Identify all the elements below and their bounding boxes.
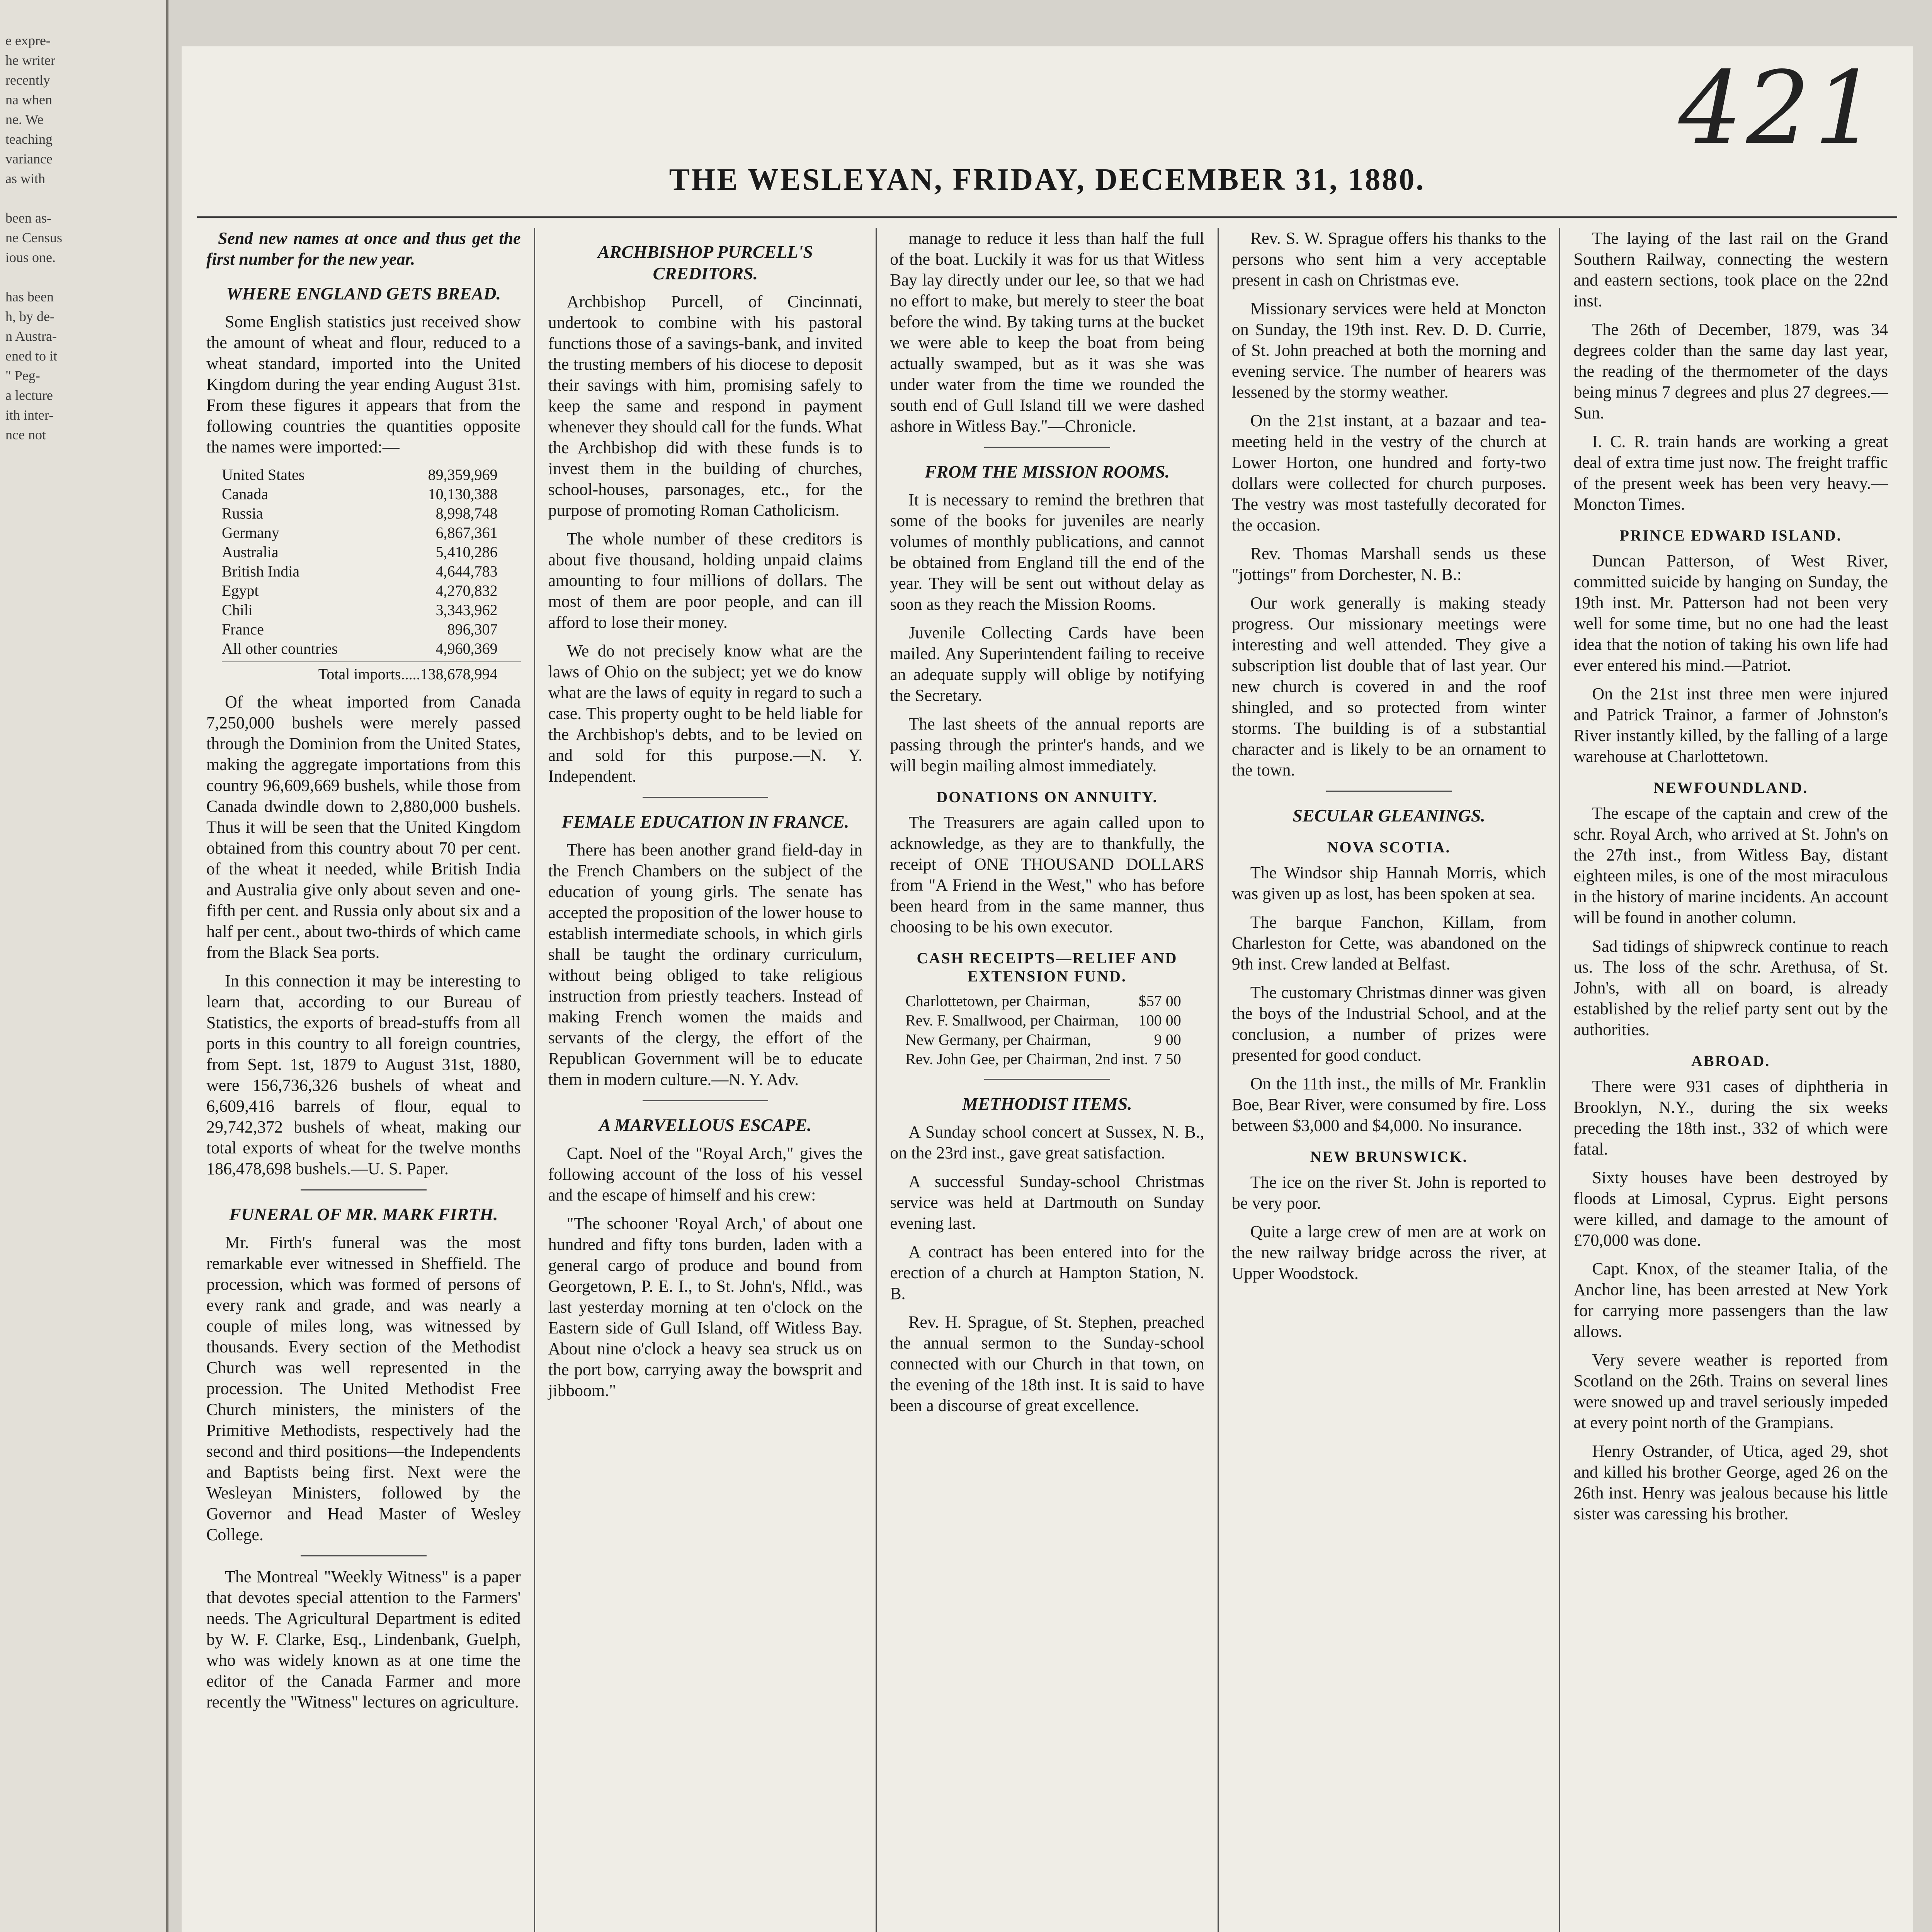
- bread-paragraph-2: Of the wheat imported from Canada 7,250,000 bushels were merely passed through the Dominion from the United States, making the aggregate importations from this country 96,609,669 bushels, while those from Canada dwindle down to 2,880,000 bushels. Thus it will be seen that the United Kingdom obtained from this country about 70 per cent. of the wheat it needed, while British India and Australia give only about seven and one-fifth per cent. and Russia only about six and a half per cent., about two-thirds of which came from the Black Sea ports.: [206, 692, 521, 962]
- page-folio-number: 421: [1678, 50, 1882, 167]
- masthead: THE WESLEYAN, FRIDAY, DECEMBER 31, 1880.: [669, 163, 1425, 197]
- nb-paragraph-1: The ice on the river St. John is reported to be very poor.: [1231, 1173, 1546, 1213]
- column-4: [1218, 228, 1560, 1932]
- imports-row: [222, 562, 521, 581]
- purcell-paragraph-2: The whole number of these creditors is about five thousand, holding unpaid claims amounting to four millions of dollars. The most of them are poor people, and can ill afford to lose their money.: [548, 529, 863, 632]
- columns: [193, 228, 1901, 1932]
- abroad-paragraph-5: Henry Ostrander, of Utica, aged 29, shot and killed his brother George, aged 26 on the 26th inst. Henry was jealous because his little sister was caressing his brother.: [1573, 1442, 1888, 1523]
- import-amount: 89,359,969: [428, 466, 498, 483]
- rail-paragraph: The laying of the last rail on the Grand Southern Railway, connecting the western and eastern sections, took place on the 22nd inst.: [1573, 229, 1888, 310]
- imports-row: [222, 465, 521, 485]
- import-amount: 5,410,286: [435, 543, 498, 561]
- import-country: Chili: [222, 601, 253, 619]
- nb-paragraph-2: Quite a large crew of men are at work on the new railway bridge across the river, at Upper Woodstock.: [1231, 1222, 1546, 1283]
- sprague-paragraph: Rev. S. W. Sprague offers his thanks to the persons who sent him a very acceptable present in cash on Christmas eve.: [1231, 229, 1546, 289]
- firth-heading: FUNERAL OF MR. MARK FIRTH.: [229, 1204, 498, 1224]
- items-paragraph-4: Rev. H. Sprague, of St. Stephen, preached the annual sermon to the Sunday-school connected with our Church in that town, on the evening of the 18th inst. It is said to have been a discourse of great excellence.: [890, 1313, 1204, 1415]
- abroad-paragraph-2: Sixty houses have been destroyed by floods at Limosal, Cyprus. Eight persons were killed, and damage to the amount of £70,000 was done.: [1573, 1168, 1888, 1250]
- mission-paragraph-1: It is necessary to remind the brethren that some of the books for juveniles are nearly volumes of monthly publications, and cannot be obtained from England till the end of the year. They will be sent out without delay as soon as they reach the Mission Rooms.: [890, 490, 1204, 614]
- abroad-heading: ABROAD.: [1691, 1052, 1770, 1070]
- abroad-paragraph-4: Very severe weather is reported from Scotland on the 26th. Trains on several lines were snowed up and travel seriously impeded at every point north of the Grampians.: [1573, 1350, 1888, 1432]
- article-separator: [301, 1555, 426, 1556]
- items-paragraph-1: A Sunday school concert at Sussex, N. B., on the 23rd inst., gave great satisfaction.: [890, 1122, 1204, 1162]
- receipt-label: Rev. John Gee, per Chairman, 2nd inst.: [905, 1050, 1148, 1068]
- import-amount: 4,644,783: [435, 563, 498, 580]
- receipt-row: [905, 1011, 1204, 1030]
- purcell-heading: ARCHBISHOP PURCELL'S CREDITORS.: [597, 242, 813, 283]
- new-names-note: Send new names at once and thus get the first number for the new year.: [206, 229, 521, 269]
- marshall-paragraph: Rev. Thomas Marshall sends us these "jottings" from Dorchester, N. B.:: [1231, 544, 1546, 584]
- witness-paragraph: The Montreal "Weekly Witness" is a paper that devotes special attention to the Farmers' needs. The Agricultural Department is edited by W. F. Clarke, Esq., Lindenbank, Guelph, who was widely known as at one time the editor of the Canada Farmer and more recently the "Witness" lectures on agriculture.: [206, 1567, 521, 1711]
- article-separator: [643, 1100, 768, 1101]
- receipt-label: New Germany, per Chairman,: [905, 1031, 1091, 1048]
- mission-paragraph-3: The last sheets of the annual reports are passing through the printer's hands, and we will begin mailing almost immediately.: [890, 714, 1204, 775]
- masthead-rule: [197, 216, 1897, 218]
- receipt-amount: $57 00: [1138, 992, 1181, 1010]
- import-country: British India: [222, 563, 300, 580]
- escape-paragraph-3: manage to reduce it less than half the full of the boat. Luckily it was for us that Witless Bay lay directly under our lee, so that we had no effort to make, but merely to steer the boat before the wind. By taking turns at the bucket we were able to keep the boat from being actually swamped, but as it was she was under water from the time we rounded the south end of Gull Island till we were dashed ashore in Witless Bay."—Chronicle.: [890, 229, 1204, 435]
- import-country: France: [222, 621, 264, 638]
- imports-table: [222, 465, 521, 684]
- imports-row: [222, 600, 521, 620]
- pei-paragraph-2: On the 21st inst three men were injured and Patrick Trainor, a farmer of Johnston's River instantly killed, by the falling of a large warehouse at Charlottetown.: [1573, 684, 1888, 766]
- escape-paragraph-1: Capt. Noel of the "Royal Arch," gives the following account of the loss of his vessel and the escape of himself and his crew:: [548, 1144, 863, 1204]
- methodist-items-heading: METHODIST ITEMS.: [962, 1094, 1132, 1114]
- receipt-row: [905, 1049, 1204, 1069]
- imports-row: [222, 485, 521, 504]
- article-separator: [301, 1189, 426, 1190]
- column-1: [193, 228, 534, 1932]
- bread-heading: WHERE ENGLAND GETS BREAD.: [226, 284, 501, 303]
- pei-heading: PRINCE EDWARD ISLAND.: [1619, 527, 1842, 544]
- spine-text: e expre- he writer recently na when ne. We teaching variance as with been as- ne Census ious one. has been h, by de- n Austra- ened to it " Peg- a lecture ith inter- nce not: [5, 33, 62, 442]
- imports-row: [222, 543, 521, 562]
- escape-heading: A MARVELLOUS ESCAPE.: [599, 1115, 812, 1135]
- newspaper-page: [182, 46, 1913, 1932]
- import-amount: 4,270,832: [435, 582, 498, 599]
- imports-row: [222, 639, 521, 658]
- newfoundland-heading: NEWFOUNDLAND.: [1653, 779, 1808, 796]
- female-education-paragraph: There has been another grand field-day in the French Chambers on the subject of the education of young girls. The senate has accepted the proposition of the lower house to establish intermediate schools, in which girls shall be taught the ordinary curriculum, without being obliged to take religious instruction from priestly teachers. Instead of making French women the maids and servants of the clergy, the effort of the Republican Government will be to educate them in modern culture.—N. Y. Adv.: [548, 840, 863, 1089]
- mission-rooms-heading: FROM THE MISSION ROOMS.: [925, 462, 1170, 481]
- secular-gleanings-heading: SECULAR GLEANINGS.: [1293, 806, 1485, 825]
- items-paragraph-3: A contract has been entered into for the erection of a church at Hampton Station, N. B.: [890, 1242, 1204, 1303]
- nf-paragraph-2: Sad tidings of shipwreck continue to reach us. The loss of the schr. Arethusa, of St. John's, with all on board, is already established by the relief party sent out by the authorities.: [1573, 937, 1888, 1039]
- import-amount: 896,307: [447, 621, 498, 638]
- column-2: [534, 228, 876, 1932]
- new-brunswick-heading: NEW BRUNSWICK.: [1310, 1148, 1468, 1165]
- import-amount: 4,960,369: [435, 640, 498, 657]
- column-5: [1559, 228, 1901, 1932]
- imports-total-text: Total imports.....138,678,994: [318, 665, 498, 683]
- ns-paragraph-1: The Windsor ship Hannah Morris, which was given up as lost, has been spoken at sea.: [1231, 863, 1546, 903]
- pei-paragraph-1: Duncan Patterson, of West River, committed suicide by hanging on Sunday, the 19th inst. Mr. Patterson had not been very well for some time, but no one had the least idea that the notion of taking his own life had ever entered his mind.—Patriot.: [1573, 551, 1888, 675]
- import-country: Australia: [222, 543, 279, 561]
- abroad-paragraph-3: Capt. Knox, of the steamer Italia, of the Anchor line, has been arrested at New York for carrying more passengers than the law allows.: [1573, 1259, 1888, 1341]
- article-separator: [984, 1079, 1110, 1080]
- import-amount: 3,343,962: [435, 601, 498, 619]
- article-separator: [1326, 791, 1452, 792]
- firth-paragraph-1: Mr. Firth's funeral was the most remarkable ever witnessed in Sheffield. The procession, which was formed of persons of every rank and grade, and was nearly a couple of miles long, was witnessed by thousands. Every section of the Methodist Church was well represented in the procession. The United Methodist Free Church ministers, the ministers of the Primitive Methodists, respectively had the second and third positions—the Independents and Baptists being first. Next were the Wesleyan Ministers, followed by the Governor and Head Master of Wesley College.: [206, 1233, 521, 1544]
- imports-row: [222, 523, 521, 543]
- ns-paragraph-3: The customary Christmas dinner was given the boys of the Industrial School, and at the conclusion, a number of prizes were presented for good conduct.: [1231, 983, 1546, 1065]
- receipt-row: [905, 1030, 1204, 1049]
- purcell-paragraph-3: We do not precisely know what are the laws of Ohio on the subject; yet we do know what are the laws of equity in regard to such a case. This property ought to be held liable for the Archbishop's debts, and to be levied on and sold for this purpose.—N. Y. Independent.: [548, 641, 863, 786]
- receipts-heading: CASH RECEIPTS—RELIEF AND EXTENSION FUND.: [917, 949, 1178, 985]
- receipts-table: [905, 992, 1204, 1069]
- icr-paragraph: I. C. R. train hands are working a great deal of extra time just now. The freight traffic of the present week has been very heavy.—Moncton Times.: [1573, 432, 1888, 514]
- receipt-label: Charlottetown, per Chairman,: [905, 992, 1090, 1010]
- annuity-paragraph: The Treasurers are again called upon to acknowledge, as they are to thankfully, the receipt of ONE THOUSAND DOLLARS from "A Friend in the West," who has before been heard from in the same manner, thus choosing to be his own executor.: [890, 813, 1204, 936]
- abroad-paragraph-1: There were 931 cases of diphtheria in Brooklyn, N.Y., during the six weeks preceding the 18th inst., 332 of which were fatal.: [1573, 1077, 1888, 1158]
- article-separator: [984, 447, 1110, 448]
- nova-scotia-heading: NOVA SCOTIA.: [1327, 838, 1451, 856]
- purcell-paragraph-1: Archbishop Purcell, of Cincinnati, undertook to combine with his pastoral functions those of a savings-bank, and invited the trusting members of his diocese to deposit their savings with him, promising safely to keep the same and respond in payment whenever they should call for the funds. What the Archbishop did with these funds is to invest them in the building of churches, school-houses, parsonages, etc., for the purpose of promoting Roman Catholicism.: [548, 292, 863, 520]
- jottings-paragraph: Our work generally is making steady progress. Our missionary meetings were interesting and well attended. They give a subscription list double that of last year. Our new church is covered in and the roof shingled, and so protected from winter storms. The building is of a substantial character and is likely to be an ornament to the town.: [1231, 594, 1546, 779]
- bread-paragraph-3: In this connection it may be interesting to learn that, according to our Bureau of Statistics, the exports of bread-stuffs from all ports in this country to all foreign countries, from Sept. 1st, 1879 to August 31st, 1880, were 156,736,326 bushels of wheat and 6,609,416 barrels of flour, equal to 29,742,372 bushels of wheat, making our total exports of wheat for the twelve months 186,478,698 bushels.—U. S. Paper.: [206, 971, 521, 1178]
- column-3: [876, 228, 1218, 1932]
- receipt-amount: 7 50: [1154, 1050, 1181, 1068]
- import-amount: 6,867,361: [435, 524, 498, 541]
- imports-row: [222, 581, 521, 600]
- bread-paragraph-1: Some English statistics just received show the amount of wheat and flour, reduced to a wheat standard, imported into the United Kingdom during the year ending August 31st. From these figures it appears that from the following countries the quantities opposite the names were imported:—: [206, 312, 521, 456]
- items-paragraph-2: A successful Sunday-school Christmas service was held at Dartmouth on Sunday evening last.: [890, 1172, 1204, 1233]
- annuity-heading: DONATIONS ON ANNUITY.: [936, 788, 1158, 806]
- imports-row: [222, 504, 521, 523]
- receipt-row: [905, 992, 1204, 1011]
- import-amount: 10,130,388: [428, 485, 498, 503]
- import-country: United States: [222, 466, 305, 483]
- imports-total: [222, 662, 521, 684]
- import-country: Russia: [222, 505, 263, 522]
- bazaar-paragraph: On the 21st instant, at a bazaar and tea-meeting held in the vestry of the church at Lower Horton, one hundred and forty-two dollars were collected for church purposes. The vestry was most tastefully decorated for the occasion.: [1231, 411, 1546, 534]
- receipt-amount: 9 00: [1154, 1031, 1181, 1048]
- female-education-heading: FEMALE EDUCATION IN FRANCE.: [561, 812, 849, 832]
- ns-paragraph-4: On the 11th inst., the mills of Mr. Franklin Boe, Bear River, were consumed by fire. Loss between $3,000 and $4,000. No insurance.: [1231, 1074, 1546, 1135]
- import-country: Canada: [222, 485, 268, 503]
- import-country: All other countries: [222, 640, 338, 657]
- receipt-amount: 100 00: [1138, 1012, 1181, 1029]
- adjacent-page-spine: [0, 0, 168, 1932]
- imports-row: [222, 620, 521, 639]
- import-country: Germany: [222, 524, 279, 541]
- weather-paragraph: The 26th of December, 1879, was 34 degrees colder than the same day last year, the reading of the thermometer of the days being minus 7 degrees and plus 27 degrees.—Sun.: [1573, 320, 1888, 422]
- mission-paragraph-2: Juvenile Collecting Cards have been mailed. Any Superintendent failing to receive an adequate supply will oblige by notifying the Secretary.: [890, 623, 1204, 705]
- nf-paragraph-1: The escape of the captain and crew of the schr. Royal Arch, who arrived at St. John's on the 27th inst., from Witless Bay, distant eighteen miles, is one of the most miraculous in the history of marine incidents. An account will be found in another column.: [1573, 804, 1888, 927]
- import-amount: 8,998,748: [435, 505, 498, 522]
- receipt-label: Rev. F. Smallwood, per Chairman,: [905, 1012, 1119, 1029]
- moncton-paragraph: Missionary services were held at Moncton on Sunday, the 19th inst. Rev. D. D. Currie, of St. John preached at both the morning and evening service. The number of hearers was lessened by the stormy weather.: [1231, 299, 1546, 401]
- article-separator: [643, 797, 768, 798]
- escape-paragraph-2: "The schooner 'Royal Arch,' of about one hundred and fifty tons burden, laden with a general cargo of produce and bound from Georgetown, P. E. I., to St. John's, Nfld., was last yesterday morning at ten o'clock on the Eastern side of Gull Island, off Witless Bay. About nine o'clock a heavy sea struck us on the port bow, carrying away the bowsprit and jibboom.": [548, 1214, 863, 1400]
- import-country: Egypt: [222, 582, 259, 599]
- ns-paragraph-2: The barque Fanchon, Killam, from Charleston for Cette, was abandoned on the 9th inst. Crew landed at Belfast.: [1231, 913, 1546, 973]
